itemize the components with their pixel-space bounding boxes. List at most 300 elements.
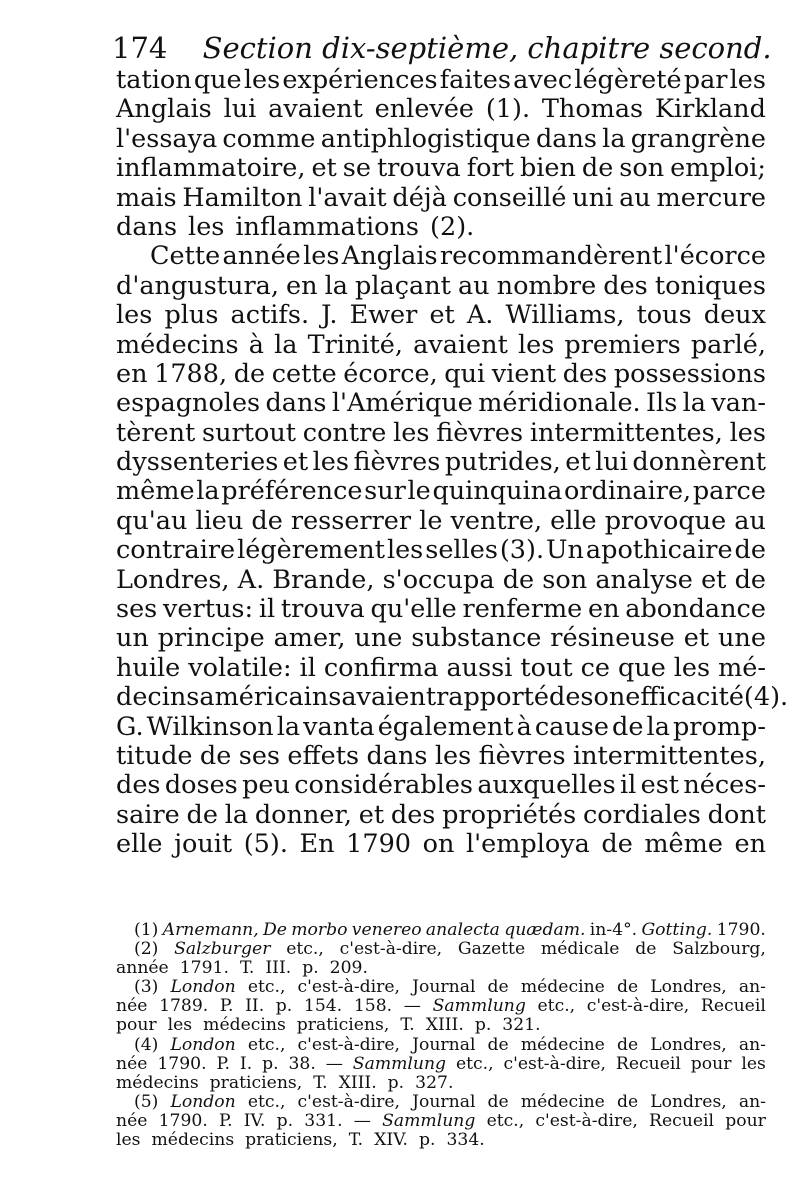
word: plus <box>164 300 219 331</box>
word: Londres, <box>650 1091 727 1112</box>
word: II. <box>245 996 265 1017</box>
word: le <box>407 476 431 507</box>
word: cause <box>534 711 609 742</box>
word: les <box>673 652 711 683</box>
body-text-line <box>116 771 766 800</box>
word: et <box>701 564 727 595</box>
word: la <box>196 476 220 507</box>
word: an- <box>738 977 766 998</box>
word: 1790. <box>716 920 766 940</box>
word: dans <box>265 388 327 419</box>
body-text-line <box>116 242 766 271</box>
word: médecins <box>203 1015 286 1036</box>
word: morbo <box>291 920 348 940</box>
word: des <box>562 358 608 389</box>
word: de <box>581 153 614 184</box>
word: 1790. <box>157 1053 207 1074</box>
body-text-line <box>116 682 789 713</box>
word: de <box>734 564 766 595</box>
word: des <box>116 770 161 801</box>
word: London <box>170 1091 236 1112</box>
word: promp- <box>672 711 766 742</box>
body-text-line <box>116 654 766 683</box>
word: London <box>170 1034 236 1055</box>
word: A. <box>466 300 494 331</box>
word: c'est-à-dire, <box>297 1034 401 1055</box>
word: P. <box>219 996 234 1017</box>
body-text-line <box>116 595 766 624</box>
body-text-line <box>116 536 766 565</box>
word: année <box>222 241 301 272</box>
word: (2) <box>134 939 159 960</box>
word: tout <box>520 652 573 683</box>
word: volatile: <box>188 652 292 683</box>
word: dans <box>366 740 428 771</box>
word: avaient <box>413 329 508 360</box>
word: au <box>619 182 651 213</box>
word: ordinaire, <box>563 476 692 507</box>
word: etc., <box>537 996 576 1017</box>
word: née <box>116 1053 148 1074</box>
word: méridionale. <box>478 388 641 419</box>
word: peu <box>242 770 290 801</box>
word: qu'au <box>116 505 188 536</box>
word: les <box>167 1015 193 1036</box>
word: renferme <box>462 594 583 625</box>
word: faites <box>439 65 511 95</box>
word: et <box>282 447 309 478</box>
word: les <box>312 447 349 478</box>
word: fort <box>466 153 514 184</box>
word: quinquina <box>432 476 563 507</box>
word: au <box>734 505 766 536</box>
word: Sammlung <box>432 996 526 1017</box>
word: an- <box>738 1091 766 1112</box>
word: légèreté <box>574 65 682 95</box>
word: au <box>457 270 490 301</box>
word: XIII. <box>425 1015 464 1036</box>
word: Cette <box>150 241 221 272</box>
word: Thomas <box>541 94 644 125</box>
word: Ils <box>645 388 678 419</box>
word: intermittentes, <box>529 417 723 448</box>
word: les <box>434 740 472 771</box>
word: médicale <box>540 939 620 960</box>
word: cette <box>271 358 337 389</box>
word: avaient <box>268 94 363 125</box>
word: de <box>601 829 633 860</box>
word: par <box>683 65 728 95</box>
word: ventre, <box>450 505 543 536</box>
word: d'angustura, <box>116 270 279 301</box>
word: les <box>729 65 766 95</box>
word: Journal <box>412 1091 476 1112</box>
word: en <box>286 270 318 301</box>
word: Brande, <box>272 564 375 595</box>
body-text-line <box>116 713 766 742</box>
word: dont <box>707 799 766 830</box>
word: Journal <box>412 977 476 998</box>
word: des <box>603 270 648 301</box>
word: G. <box>116 711 144 742</box>
word: Sammlung <box>382 1110 476 1131</box>
word: aussi <box>446 652 513 683</box>
word: trouva <box>376 153 461 184</box>
word: de <box>612 711 644 742</box>
word: résineuse <box>550 623 675 654</box>
word: uni <box>572 182 614 213</box>
footnote-line <box>116 959 766 978</box>
word: sur <box>364 476 406 507</box>
word: des <box>390 799 436 830</box>
word: grangrène <box>630 123 766 154</box>
word: elle <box>550 505 597 536</box>
word: les <box>386 535 424 566</box>
word: 327. <box>415 1072 454 1093</box>
word: pour <box>690 1053 732 1074</box>
word: contraire <box>116 535 236 566</box>
word: London <box>170 977 236 998</box>
word: p. <box>276 1110 294 1131</box>
word: XIV. <box>374 1130 408 1151</box>
word: decins <box>116 682 200 713</box>
word: dans <box>535 123 597 154</box>
word: (1). <box>485 94 531 125</box>
body-text-line <box>116 331 766 360</box>
word: En <box>299 829 335 860</box>
word: premiers <box>564 329 681 360</box>
word: même <box>644 829 723 860</box>
word: nombre <box>496 270 597 301</box>
body-text-line <box>116 213 766 242</box>
word: médecine <box>520 1091 605 1112</box>
word: titude <box>116 740 193 771</box>
word: J. <box>321 300 338 331</box>
word: Londres, <box>650 977 727 998</box>
word: praticiens, <box>209 1072 303 1093</box>
word: son <box>619 153 665 184</box>
word: inflammations <box>235 211 420 242</box>
word: les <box>116 1130 141 1151</box>
word: c'est-à-dire, <box>339 939 443 960</box>
word: c'est-à-dire, <box>297 977 401 998</box>
word: de <box>186 799 218 830</box>
word: Sammlung <box>352 1053 447 1074</box>
word: américains <box>199 682 342 713</box>
word: Gazette <box>457 939 526 960</box>
word: principe <box>157 623 265 654</box>
word: T. <box>239 958 255 979</box>
word: déjà <box>392 182 447 213</box>
word: an- <box>738 1034 766 1055</box>
word: expériences <box>282 65 438 95</box>
word: on <box>422 829 455 860</box>
body-text-line <box>116 566 766 595</box>
word: c'est-à-dire, <box>503 1053 606 1074</box>
word: p. <box>387 1072 405 1093</box>
word: analecta <box>425 920 500 940</box>
word: préférence <box>221 476 363 507</box>
body-text-line <box>116 507 766 536</box>
word: emploi; <box>670 153 766 184</box>
footnote-line <box>116 1036 766 1055</box>
footnote-line <box>116 1131 766 1150</box>
word: apothicaire <box>585 535 733 566</box>
word: avaient <box>341 682 437 713</box>
body-text-line <box>116 477 766 506</box>
word: 1789. <box>159 996 209 1017</box>
body-text-line <box>116 360 766 389</box>
word: plaçant <box>355 270 451 301</box>
body-text-line <box>116 125 766 154</box>
word: dans <box>116 211 178 242</box>
word: — <box>325 1053 343 1074</box>
word: III. <box>265 958 292 979</box>
word: la <box>276 711 301 742</box>
word: venereo <box>351 920 422 940</box>
word: XIII. <box>338 1072 377 1093</box>
word: il <box>619 770 637 801</box>
body-text-line <box>116 830 766 859</box>
word: mais <box>116 182 177 213</box>
word: néces- <box>683 770 766 801</box>
running-title: Section dix-septième, chapitre second. <box>202 31 772 65</box>
word: fièvres <box>436 417 524 448</box>
word: ses <box>238 740 280 771</box>
word: les <box>303 241 340 272</box>
word: lui <box>595 447 628 478</box>
word: efficacité <box>625 682 744 713</box>
word: confirma <box>323 652 439 683</box>
word: fièvres <box>353 447 441 478</box>
word: praticiens, <box>296 1015 390 1036</box>
word: est <box>640 770 680 801</box>
word: Un <box>546 535 584 566</box>
word: trouva <box>280 594 365 625</box>
word: son <box>542 564 588 595</box>
word: et <box>358 799 385 830</box>
word: Arnemann, <box>162 920 259 940</box>
word: enlevée <box>374 94 475 125</box>
word: 1790 <box>346 829 412 860</box>
word: avec <box>513 65 573 95</box>
word: effets <box>287 740 360 771</box>
word: — <box>403 996 421 1017</box>
word: les <box>188 211 225 242</box>
word: la <box>646 711 670 742</box>
word: médecins <box>116 1072 199 1093</box>
word: de <box>251 505 283 536</box>
footnote-line <box>116 940 766 959</box>
word: de <box>616 1034 639 1055</box>
word: rapporté <box>436 682 549 713</box>
word: 1790. <box>158 1110 208 1131</box>
word: en <box>734 829 766 860</box>
word: donner, <box>254 799 352 830</box>
footnote-line <box>116 1055 766 1074</box>
word: tèrent <box>116 417 196 448</box>
word: que <box>617 652 666 683</box>
word: une <box>718 623 766 654</box>
word: l'avait <box>308 182 387 213</box>
word: même <box>116 476 195 507</box>
word: jouit <box>174 829 233 860</box>
word: ce <box>580 652 610 683</box>
word: possessions <box>613 358 766 389</box>
footnote-line <box>116 1074 766 1093</box>
word: l'écorce <box>664 241 766 272</box>
word: Salzburger <box>174 939 271 960</box>
word: son <box>580 682 626 713</box>
word: contre <box>302 417 387 448</box>
word: p. <box>275 996 293 1017</box>
word: les <box>741 1053 766 1074</box>
word: une <box>354 623 403 654</box>
word: quædam. <box>504 920 586 940</box>
word: T. <box>313 1072 328 1093</box>
word: (5). <box>243 829 288 860</box>
word: mé- <box>718 652 766 683</box>
word: T. <box>400 1015 415 1036</box>
body-text-line <box>116 301 766 330</box>
word: (2). <box>430 211 475 242</box>
word: c'est-à-dire, <box>297 1091 401 1112</box>
word: espagnoles <box>116 388 261 419</box>
word: (3) <box>134 977 159 998</box>
word: (1) <box>134 920 159 940</box>
word: Londres, <box>116 564 230 595</box>
word: il <box>299 652 316 683</box>
word: Kirkland <box>654 94 766 125</box>
body-text-line <box>116 389 766 418</box>
word: tation <box>116 65 192 95</box>
word: provoque <box>604 505 727 536</box>
word: en <box>116 358 148 389</box>
word: amer, <box>273 623 346 654</box>
word: médecins <box>116 329 239 360</box>
word: se <box>342 153 371 184</box>
word: recommandèrent <box>439 241 663 272</box>
word: la <box>224 799 249 830</box>
word: les <box>243 65 281 95</box>
word: actifs. <box>230 300 310 331</box>
body-text-line <box>116 154 766 183</box>
body-text-line <box>116 624 766 653</box>
word: P. <box>219 1110 233 1131</box>
word: doses <box>164 770 238 801</box>
word: deux <box>703 300 766 331</box>
word: pour <box>116 1015 157 1036</box>
word: médecine <box>520 977 605 998</box>
word: Trinité, <box>307 329 403 360</box>
word: praticiens, <box>245 1130 338 1151</box>
word: ses <box>116 594 158 625</box>
word: c'est-à-dire, <box>535 1110 638 1131</box>
word: s'occupa <box>382 564 495 595</box>
word: qui <box>444 358 486 389</box>
word: 1791. <box>179 958 229 979</box>
word: de <box>549 682 581 713</box>
word: cordiales <box>583 799 701 830</box>
word: Williams, <box>505 300 625 331</box>
word: putrides, <box>444 447 561 478</box>
body-text-line <box>116 272 766 301</box>
word: l'Amérique <box>331 388 473 419</box>
word: bien <box>519 153 576 184</box>
word: lui <box>223 94 257 125</box>
word: (5) <box>134 1091 159 1112</box>
footnote-line <box>116 978 766 997</box>
word: Anglais <box>116 94 212 125</box>
word: parlé, <box>690 329 766 360</box>
body-text-line <box>116 742 766 771</box>
word: et <box>429 300 455 331</box>
word: de <box>734 535 766 566</box>
footnote-line <box>116 1112 766 1131</box>
word: etc., <box>247 1034 286 1055</box>
word: la <box>274 329 298 360</box>
word: donnèrent <box>632 447 766 478</box>
word: les <box>517 329 555 360</box>
word: vertus: <box>163 594 254 625</box>
word: les <box>729 417 766 448</box>
word: resserrer <box>290 505 412 536</box>
word: les <box>393 417 430 448</box>
word: et <box>565 447 591 478</box>
word: Hamilton <box>182 182 303 213</box>
word: de <box>487 1091 509 1112</box>
word: mercure <box>656 182 766 213</box>
word: 1788, <box>154 358 228 389</box>
body-text-line <box>116 66 766 95</box>
word: qu'elle <box>370 594 457 625</box>
word: abondance <box>625 594 766 625</box>
word: 334. <box>446 1130 485 1151</box>
word: c'est-à-dire, <box>586 996 690 1017</box>
word: de <box>616 1091 639 1112</box>
word: médecine <box>520 1034 605 1055</box>
word: de <box>616 977 639 998</box>
word: la <box>682 388 706 419</box>
word: l'essaya <box>116 123 218 154</box>
footnote-line <box>116 921 766 940</box>
word: lieu <box>195 505 244 536</box>
word: p. <box>302 958 319 979</box>
word: à <box>516 711 532 742</box>
word: 158. <box>353 996 393 1017</box>
word: saire <box>116 799 180 830</box>
word: et <box>311 153 337 184</box>
word: Wilkinson <box>146 711 274 742</box>
word: 38. <box>288 1053 316 1074</box>
word: la <box>602 123 626 154</box>
word: conseillé <box>452 182 567 213</box>
word: toniques <box>654 270 766 301</box>
word: 209. <box>329 958 368 979</box>
word: van- <box>711 388 766 419</box>
footnotes <box>116 921 766 1150</box>
word: analyse <box>595 564 693 595</box>
word: (3). <box>499 535 545 566</box>
word: année <box>116 958 169 979</box>
word: IV. <box>243 1110 266 1131</box>
word: huile <box>116 652 181 683</box>
word: intermittentes, <box>572 740 766 771</box>
word: vient <box>491 358 557 389</box>
word: Journal <box>412 1034 476 1055</box>
word: Salzbourg, <box>672 939 766 960</box>
word: les <box>116 300 153 331</box>
